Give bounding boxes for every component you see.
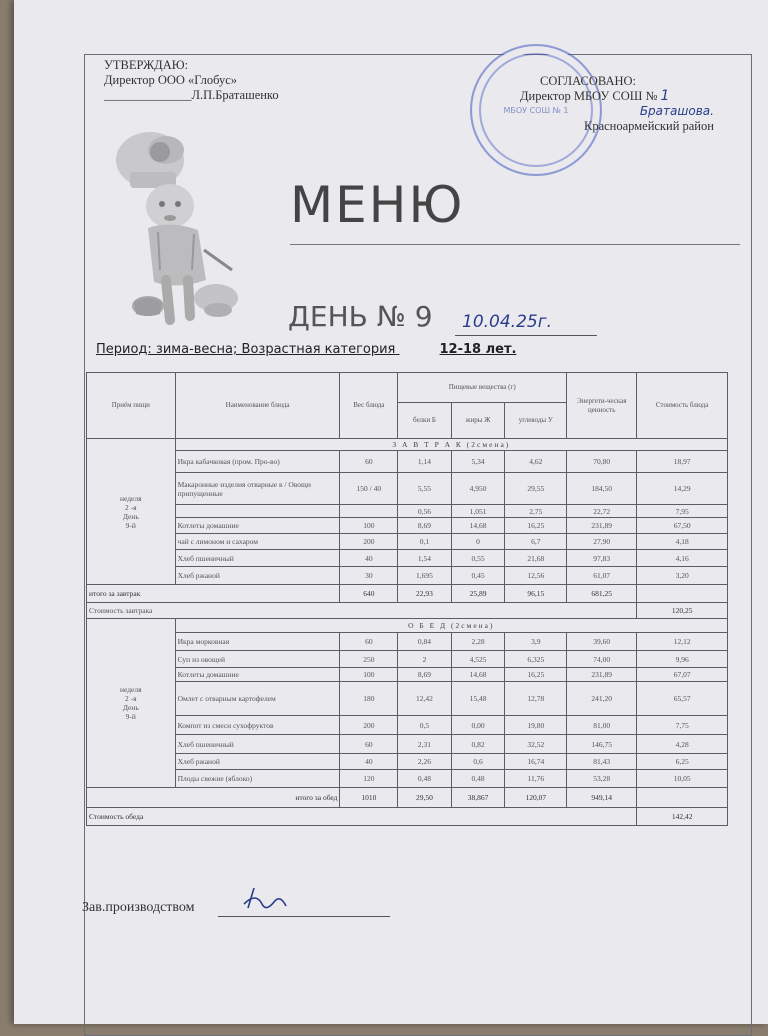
period-line (96, 342, 516, 357)
agreed-title: СОГЛАСОВАНО: (540, 74, 637, 88)
dish-protein: 2 (398, 651, 452, 668)
dish-cost: 14,29 (637, 473, 728, 505)
header-cost: Стоимость блюда (637, 373, 728, 439)
dish-protein: 1,14 (398, 451, 452, 473)
lunch-week-label: неделя (120, 685, 142, 694)
dish-cost: 65,57 (637, 682, 728, 716)
dish-fat: 0 (451, 534, 505, 550)
agreed-signature: Браташова. (639, 104, 714, 118)
dish-fat: 2,28 (451, 633, 505, 651)
dish-carbs: 21,68 (505, 550, 567, 567)
breakfast-day-num: 9-й (125, 520, 136, 530)
dish-carbs: 12,56 (505, 567, 567, 585)
chef-illustration (108, 120, 258, 330)
dish-weight: 250 (340, 651, 398, 668)
approval-block (104, 58, 279, 103)
dish-carbs: 11,76 (505, 770, 567, 788)
dish-energy: 81,43 (567, 754, 637, 770)
dish-cost: 67,50 (637, 518, 728, 534)
dish-name: чай с лимоном и сахаром (175, 534, 340, 550)
table-row (87, 716, 728, 735)
breakfast-total-protein: 22,93 (398, 585, 452, 603)
agreed-number: 1 (660, 88, 670, 104)
breakfast-total-cost-empty (637, 585, 728, 603)
dish-weight: 60 (340, 451, 398, 473)
dish-carbs: 16,25 (505, 668, 567, 682)
dish-cost: 12,12 (637, 633, 728, 651)
lunch-total-carbs: 120,07 (505, 788, 567, 808)
dish-energy: 241,20 (567, 682, 637, 716)
menu-title: МЕНЮ (290, 176, 465, 234)
dish-cost: 10,05 (637, 770, 728, 788)
breakfast-total-label: итого за завтрак (87, 585, 340, 603)
dish-name: Хлеб пшеничный (175, 550, 340, 567)
dish-carbs: 32,52 (505, 735, 567, 754)
breakfast-week-cell (87, 439, 176, 585)
dish-carbs: 6,325 (505, 651, 567, 668)
footer-production-head: Зав.производством (82, 900, 195, 915)
table-row (87, 668, 728, 682)
dish-protein: 5,55 (398, 473, 452, 505)
lunch-total-protein: 29,50 (398, 788, 452, 808)
dish-name (175, 505, 340, 518)
lunch-week-cell (87, 619, 176, 788)
lunch-total-label: итого за обед (87, 788, 340, 808)
dish-protein: 8,69 (398, 668, 452, 682)
table-row (87, 770, 728, 788)
dish-cost: 7,75 (637, 716, 728, 735)
breakfast-total-energy: 681,25 (567, 585, 637, 603)
dish-carbs: 4,62 (505, 451, 567, 473)
dish-name: Хлеб ржаной (175, 567, 340, 585)
dish-protein: 2,31 (398, 735, 452, 754)
dish-weight: 200 (340, 534, 398, 550)
dish-protein: 0,1 (398, 534, 452, 550)
dish-carbs: 16,74 (505, 754, 567, 770)
header-nutrients: Пищевые вещества (г) (398, 373, 567, 403)
stamp-text: МБОУ СОШ № 1 (503, 105, 569, 115)
approve-title: УТВЕРЖДАЮ: (104, 58, 189, 72)
table-row (87, 518, 728, 534)
dish-weight: 150 / 40 (340, 473, 398, 505)
dish-carbs: 29,55 (505, 473, 567, 505)
lunch-total-cost-empty (637, 788, 728, 808)
age-category: 12-18 лет. (439, 342, 517, 357)
dish-fat: 0,48 (451, 770, 505, 788)
table-row (87, 682, 728, 716)
dish-carbs: 6,7 (505, 534, 567, 550)
dish-name: Суп из овощей (175, 651, 340, 668)
table-row (87, 550, 728, 567)
menu-table (86, 372, 728, 826)
dish-fat: 0,00 (451, 716, 505, 735)
dish-fat: 15,48 (451, 682, 505, 716)
dish-name: Котлеты домашние (175, 518, 340, 534)
table-row (87, 505, 728, 518)
header-dish-name: Наименование блюда (175, 373, 340, 439)
header-energy: Энергети-ческая ценность (567, 373, 637, 439)
dish-fat: 4,950 (451, 473, 505, 505)
dish-name: Компот из смеси сухофруктов (175, 716, 340, 735)
dish-name: Макаронные изделия отварные в / Овощи припущенные (175, 473, 340, 505)
lunch-section-title: О Б Е Д (2смена) (175, 619, 727, 633)
lunch-day-word: День (122, 703, 139, 712)
lunch-cost-label: Стоимость обеда (87, 808, 637, 826)
day-date: 10.04.25г. (462, 312, 553, 332)
dish-cost: 4,16 (637, 550, 728, 567)
dish-weight: 30 (340, 567, 398, 585)
dish-energy: 70,80 (567, 451, 637, 473)
dish-carbs: 19,80 (505, 716, 567, 735)
dish-weight: 100 (340, 668, 398, 682)
dish-cost: 4,18 (637, 534, 728, 550)
dish-carbs: 12,78 (505, 682, 567, 716)
table-row (87, 567, 728, 585)
lunch-total-row (87, 788, 728, 808)
dish-weight: 180 (340, 682, 398, 716)
dish-fat: 0,82 (451, 735, 505, 754)
lunch-total-energy: 949,14 (567, 788, 637, 808)
table-row (87, 735, 728, 754)
dish-fat: 14,68 (451, 518, 505, 534)
lunch-day-num: 9-й (125, 712, 136, 721)
dish-cost: 6,25 (637, 754, 728, 770)
dish-protein: 8,69 (398, 518, 452, 534)
dish-fat: 1,051 (451, 505, 505, 518)
dish-weight: 60 (340, 735, 398, 754)
dish-weight: 120 (340, 770, 398, 788)
dish-energy: 61,07 (567, 567, 637, 585)
breakfast-total-fat: 25,89 (451, 585, 505, 603)
table-row (87, 451, 728, 473)
handwritten-signature (236, 882, 296, 918)
dish-cost: 4,28 (637, 735, 728, 754)
dish-cost: 9,96 (637, 651, 728, 668)
dish-energy: 231,89 (567, 518, 637, 534)
dish-protein: 0,56 (398, 505, 452, 518)
dish-energy: 74,00 (567, 651, 637, 668)
dish-fat: 5,34 (451, 451, 505, 473)
dish-carbs: 2,75 (505, 505, 567, 518)
breakfast-cost-value: 120,25 (637, 603, 728, 619)
dish-name: Икра морковная (175, 633, 340, 651)
header-weight: Вес блюда (340, 373, 398, 439)
header-fat: жиры Ж (451, 403, 505, 439)
dish-protein: 0,5 (398, 716, 452, 735)
dish-fat: 4,525 (451, 651, 505, 668)
day-title: ДЕНЬ № 9 (288, 300, 433, 333)
dish-fat: 0,6 (451, 754, 505, 770)
dish-fat: 0,55 (451, 550, 505, 567)
dish-cost: 18,97 (637, 451, 728, 473)
title-rule (290, 244, 740, 245)
breakfast-total-row (87, 585, 728, 603)
dish-protein: 2,26 (398, 754, 452, 770)
dish-energy: 27,90 (567, 534, 637, 550)
date-rule (455, 335, 597, 336)
dish-energy: 184,50 (567, 473, 637, 505)
breakfast-cost-label: Стоимость завтрака (87, 603, 637, 619)
lunch-cost-row (87, 808, 728, 826)
dish-weight: 60 (340, 633, 398, 651)
dish-cost: 7,95 (637, 505, 728, 518)
dish-cost: 3,20 (637, 567, 728, 585)
dish-protein: 1,54 (398, 550, 452, 567)
dish-weight: 100 (340, 518, 398, 534)
dish-energy: 39,60 (567, 633, 637, 651)
dish-weight (340, 505, 398, 518)
table-row (87, 754, 728, 770)
dish-cost: 67,07 (637, 668, 728, 682)
breakfast-section-title: З А В Т Р А К (2смена) (175, 439, 727, 451)
dish-carbs: 3,9 (505, 633, 567, 651)
agreed-district: Красноармейский район (584, 119, 714, 133)
dish-energy: 146,75 (567, 735, 637, 754)
dish-energy: 53,28 (567, 770, 637, 788)
breakfast-week-num: 2 -я (125, 502, 137, 512)
breakfast-day-word: День (122, 511, 139, 521)
approve-name: ______________Л.П.Браташенко (104, 88, 279, 102)
dish-name: Омлет с отварным картофелем (175, 682, 340, 716)
lunch-total-fat: 38,867 (451, 788, 505, 808)
dish-energy: 81,00 (567, 716, 637, 735)
breakfast-total-carbs: 96,15 (505, 585, 567, 603)
dish-protein: 12,42 (398, 682, 452, 716)
table-row (87, 633, 728, 651)
dish-protein: 1,695 (398, 567, 452, 585)
dish-weight: 200 (340, 716, 398, 735)
dish-name: Котлеты домашние (175, 668, 340, 682)
dish-name: Плоды свежие (яблоко) (175, 770, 340, 788)
dish-protein: 0,48 (398, 770, 452, 788)
breakfast-total-weight: 640 (340, 585, 398, 603)
lunch-week-num: 2 -я (125, 694, 137, 703)
dish-protein: 0,84 (398, 633, 452, 651)
dish-name: Икра кабачковая (пром. Про-во) (175, 451, 340, 473)
dish-weight: 40 (340, 550, 398, 567)
table-row (87, 534, 728, 550)
dish-name: Хлеб пшеничный (175, 735, 340, 754)
dish-fat: 14,68 (451, 668, 505, 682)
lunch-cost-value: 142,42 (637, 808, 728, 826)
breakfast-week-label: неделя (120, 493, 142, 503)
lunch-total-weight: 1010 (340, 788, 398, 808)
header-carbs: углеводы У (505, 403, 567, 439)
dish-energy: 231,89 (567, 668, 637, 682)
dish-carbs: 16,25 (505, 518, 567, 534)
dish-fat: 0,45 (451, 567, 505, 585)
dish-energy: 22,72 (567, 505, 637, 518)
period-text: Период: зима-весна; Возрастная категория (96, 342, 396, 357)
approve-role: Директор ООО «Глобус» (104, 73, 238, 87)
table-row (87, 473, 728, 505)
dish-weight: 40 (340, 754, 398, 770)
header-protein: белки Б (398, 403, 452, 439)
dish-energy: 97,83 (567, 550, 637, 567)
header-meal-time: Приём пищи (87, 373, 176, 439)
breakfast-cost-row (87, 603, 728, 619)
dish-name: Хлеб ржаной (175, 754, 340, 770)
agreement-block (520, 74, 714, 134)
table-row (87, 651, 728, 668)
agreed-role: Директор МБОУ СОШ № (520, 89, 658, 103)
